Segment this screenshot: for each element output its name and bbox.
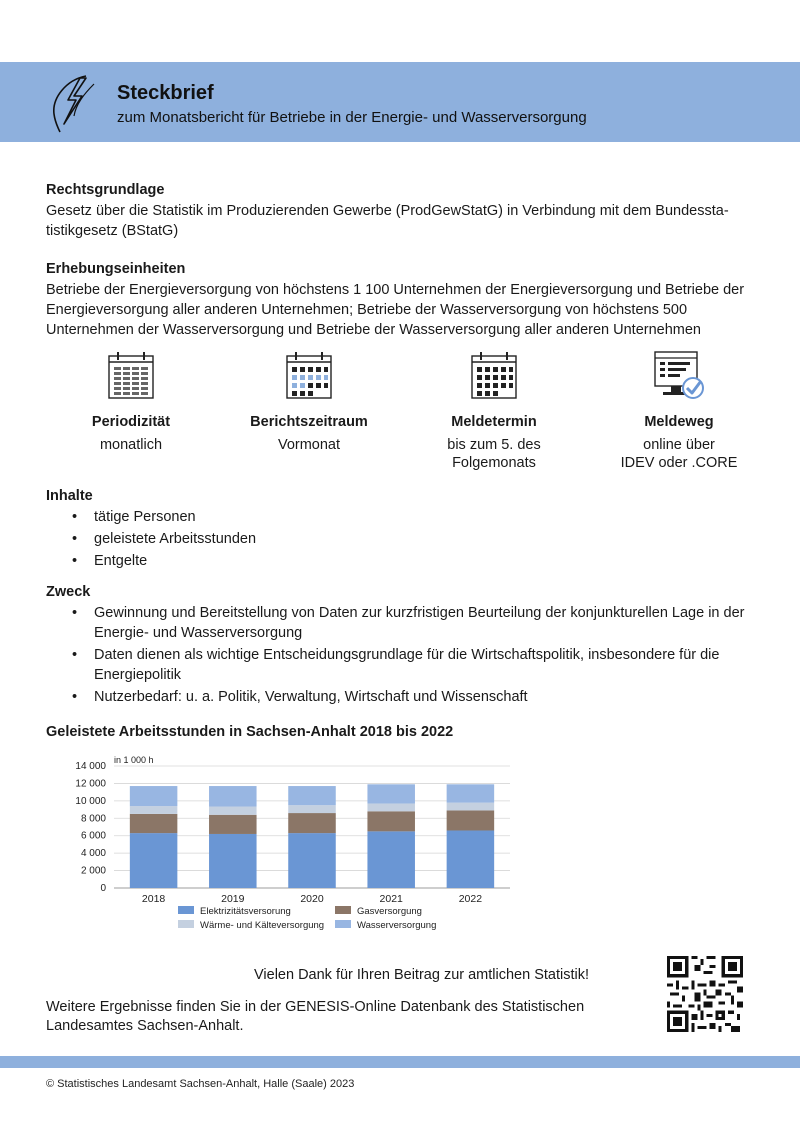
meldeweg-value-line2: IDEV oder .CORE [620, 455, 738, 471]
bar-segment [209, 834, 257, 888]
bar-segment [288, 786, 336, 805]
y-tick-label: 0 [100, 883, 106, 894]
footer-copyright: © Statistisches Landesamt Sachsen-Anhalt, Halle (Saale) 2023 [46, 1078, 355, 1090]
inhalte-list [46, 507, 758, 571]
monitor-checkmark-icon [649, 350, 709, 402]
rechtsgrundlage-heading: Rechtsgrundlage [46, 182, 165, 198]
info-periodizitaet [46, 350, 216, 454]
legend-swatch [335, 920, 351, 928]
bar-segment [447, 810, 495, 830]
zweck-heading: Zweck [46, 584, 91, 600]
list-item: • Daten dienen als wichtige Entscheidungsgrundlage für die Wirtschaftspolitik, insbesondere für die Energiepolitik [46, 645, 758, 685]
info-meldeweg [594, 350, 764, 472]
y-tick-label: 12 000 [75, 778, 106, 790]
bar-segment [130, 786, 178, 806]
unit-label: in 1 000 h [114, 755, 154, 765]
meldetermin-label: Meldetermin [451, 414, 537, 430]
meldetermin-value-line2: Folgemonats [452, 455, 536, 471]
header-banner [0, 62, 800, 142]
bar-segment [209, 815, 257, 834]
bar-segment [288, 805, 336, 813]
x-tick-label: 2021 [379, 893, 403, 905]
inhalte-heading: Inhalte [46, 488, 93, 504]
x-tick-label: 2019 [221, 893, 245, 905]
bar-segment [367, 784, 415, 803]
bar-segment [130, 814, 178, 833]
x-tick-label: 2020 [300, 893, 324, 905]
y-tick-label: 8 000 [80, 813, 106, 825]
page-subtitle: zum Monatsbericht für Betriebe in der Energie- und Wasserversorgung [117, 109, 587, 126]
y-tick-label: 10 000 [75, 795, 106, 807]
erhebungseinheiten-heading: Erhebungseinheiten [46, 261, 186, 277]
list-item: • geleistete Arbeitsstunden [46, 529, 758, 549]
info-meldetermin [409, 350, 579, 472]
periodizitaet-value: monatlich [99, 437, 163, 453]
further-results-text: Weitere Ergebnisse finden Sie in der GENESIS-Online Datenbank des Statistischen Landesamtes Sachsen-Anhalt. [46, 999, 585, 1034]
berichtszeitraum-value: Vormonat [277, 437, 341, 453]
section-rechtsgrundlage [46, 180, 758, 241]
thanks-text: Vielen Dank für Ihren Beitrag zur amtlichen Statistik! [254, 967, 590, 983]
legend-swatch [335, 906, 351, 914]
list-item: • Gewinnung und Bereitstellung von Daten zur kurzfristigen Beurteilung der konjunkturellen Lage in der Energie- und Wasserversorgung [46, 603, 758, 643]
chart-title: Geleistete Arbeitsstunden in Sachsen-Anhalt 2018 bis 2022 [46, 724, 454, 740]
bar-segment [209, 807, 257, 815]
section-zweck [46, 582, 758, 709]
meldetermin-value-line1: bis zum 5. des [447, 437, 541, 453]
bar-segment [367, 831, 415, 888]
bar-segment [367, 803, 415, 811]
meldeweg-label: Meldeweg [644, 414, 714, 430]
y-tick-label: 6 000 [80, 830, 106, 842]
calendar-deadline-icon [468, 350, 520, 402]
legend-entry: Wärme- und Kälteversorgung [200, 920, 325, 931]
bar-segment [447, 830, 495, 888]
meldeweg-value-line1: online über [643, 437, 715, 453]
bar-segment [209, 786, 257, 806]
legend-swatch [178, 906, 194, 914]
x-tick-label: 2022 [458, 893, 483, 905]
list-item: • tätige Personen [46, 507, 758, 527]
calendar-grid-icon [105, 350, 157, 402]
page-title: Steckbrief [117, 82, 214, 104]
bar-segment [447, 784, 495, 802]
y-tick-label: 14 000 [75, 761, 106, 772]
bar-segment [288, 833, 336, 888]
bar-segment [367, 811, 415, 831]
berichtszeitraum-label: Berichtszeitraum [250, 414, 368, 430]
footer-bar [0, 1056, 800, 1068]
section-erhebungseinheiten [46, 259, 758, 340]
bar-segment [447, 803, 495, 811]
rechtsgrundlage-text: Gesetz über die Statistik im Produzierenden Gewerbe (ProdGewStatG) in Verbindung mit dem Bundesstatistikgesetz (BStatG) [46, 203, 729, 239]
stacked-bar-chart [60, 752, 520, 942]
info-berichtszeitraum [224, 350, 394, 454]
calendar-month-icon [283, 350, 335, 402]
legend-entry: Elektrizitätsversorung [200, 906, 291, 917]
bar-segment [130, 833, 178, 888]
bar-segment [288, 813, 336, 833]
info-icon-row [46, 350, 758, 480]
legend-entry: Wasserversorgung [357, 920, 437, 931]
list-item: • Nutzerbedarf: u. a. Politik, Verwaltung, Wirtschaft und Wissenschaft [46, 687, 758, 707]
legend-entry: Gasversorgung [357, 906, 422, 917]
periodizitaet-label: Periodizität [91, 414, 171, 430]
section-inhalte [46, 486, 758, 573]
list-item: • Entgelte [46, 551, 758, 571]
bar-segment [130, 806, 178, 814]
y-tick-label: 4 000 [80, 848, 106, 860]
zweck-list [46, 603, 758, 707]
legend-swatch [178, 920, 194, 928]
qr-code-icon [667, 956, 743, 1032]
lightning-bolt-icon [46, 70, 102, 136]
y-tick-label: 2 000 [80, 865, 106, 877]
erhebungseinheiten-text: Betriebe der Energieversorgung von höchstens 1 100 Unternehmen der Energieversorgung und Betriebe der Energieversorgung aller anderen Unternehmen; Betriebe der Wasserversorgung von höchstens 500 Unternehmen der Wasserversorgung und Betriebe der Wasserversorgung aller anderen Unternehmen [46, 282, 745, 338]
x-tick-label: 2018 [141, 893, 166, 905]
